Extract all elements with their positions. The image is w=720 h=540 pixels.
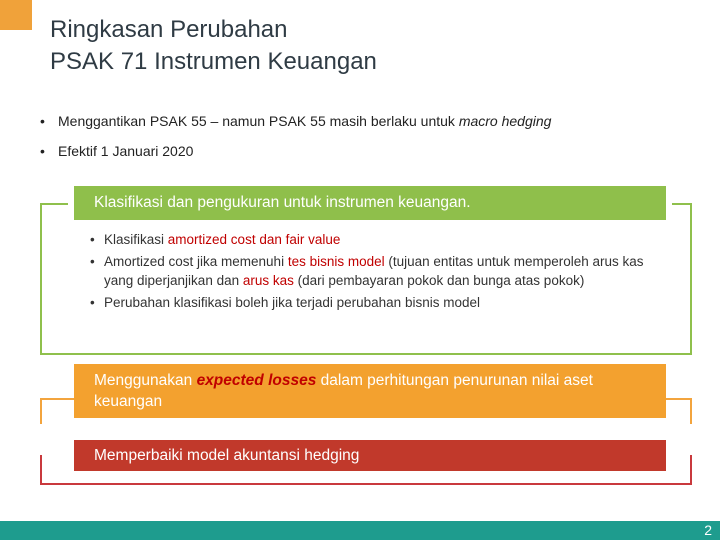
item-dot: • (90, 254, 95, 269)
bullet-replaces-psak55 (36, 110, 696, 132)
classification-item (90, 252, 660, 290)
banner-highlight: expected losses (196, 372, 317, 389)
item-text: (dari pembayaran pokok dan bunga atas pokok) (293, 273, 585, 288)
classification-banner (74, 186, 666, 220)
footer-bar (0, 521, 720, 540)
item-text: Perubahan klasifikasi boleh jika terjadi perubahan bisnis model (104, 295, 480, 310)
title-line-1: Ringkasan Perubahan (50, 16, 288, 43)
item-dot: • (90, 232, 95, 247)
item-highlight: amortized cost dan fair value (167, 232, 341, 247)
bullet-dot: • (40, 143, 45, 159)
hedging-heading: Memperbaiki model akuntansi hedging (94, 447, 360, 464)
item-highlight: tes bisnis model (287, 254, 385, 269)
slide-title (50, 14, 377, 78)
corner-accent (0, 0, 32, 30)
banner-text: Menggunakan (94, 372, 197, 389)
classification-body (90, 230, 660, 315)
classification-heading: Klasifikasi dan pengukuran untuk instrumen keuangan. (94, 194, 471, 211)
item-dot: • (90, 295, 95, 310)
classification-item (90, 293, 660, 312)
title-line-2: PSAK 71 Instrumen Keuangan (50, 48, 377, 75)
top-bullet-list (36, 110, 696, 170)
page-number: 2 (704, 522, 712, 538)
hedging-banner (74, 440, 666, 471)
banner-text: dalam perhitungan penurunan nilai aset keuangan (94, 372, 593, 410)
item-text: Amortized cost jika memenuhi (104, 254, 288, 269)
classification-item (90, 230, 660, 249)
item-highlight: arus kas (242, 273, 294, 288)
bullet-effective-date (36, 140, 696, 162)
bullet-text: Efektif 1 Januari 2020 (58, 143, 194, 159)
bullet-italic-text: macro hedging (458, 113, 552, 129)
bullet-dot: • (40, 113, 45, 129)
expected-losses-banner (74, 364, 666, 418)
bullet-text: Menggantikan PSAK 55 – namun PSAK 55 masih berlaku untuk (58, 113, 459, 129)
item-text: (tujuan entitas untuk memperoleh arus kas yang diperjanjikan dan (104, 254, 644, 288)
item-text: Klasifikasi (104, 232, 168, 247)
